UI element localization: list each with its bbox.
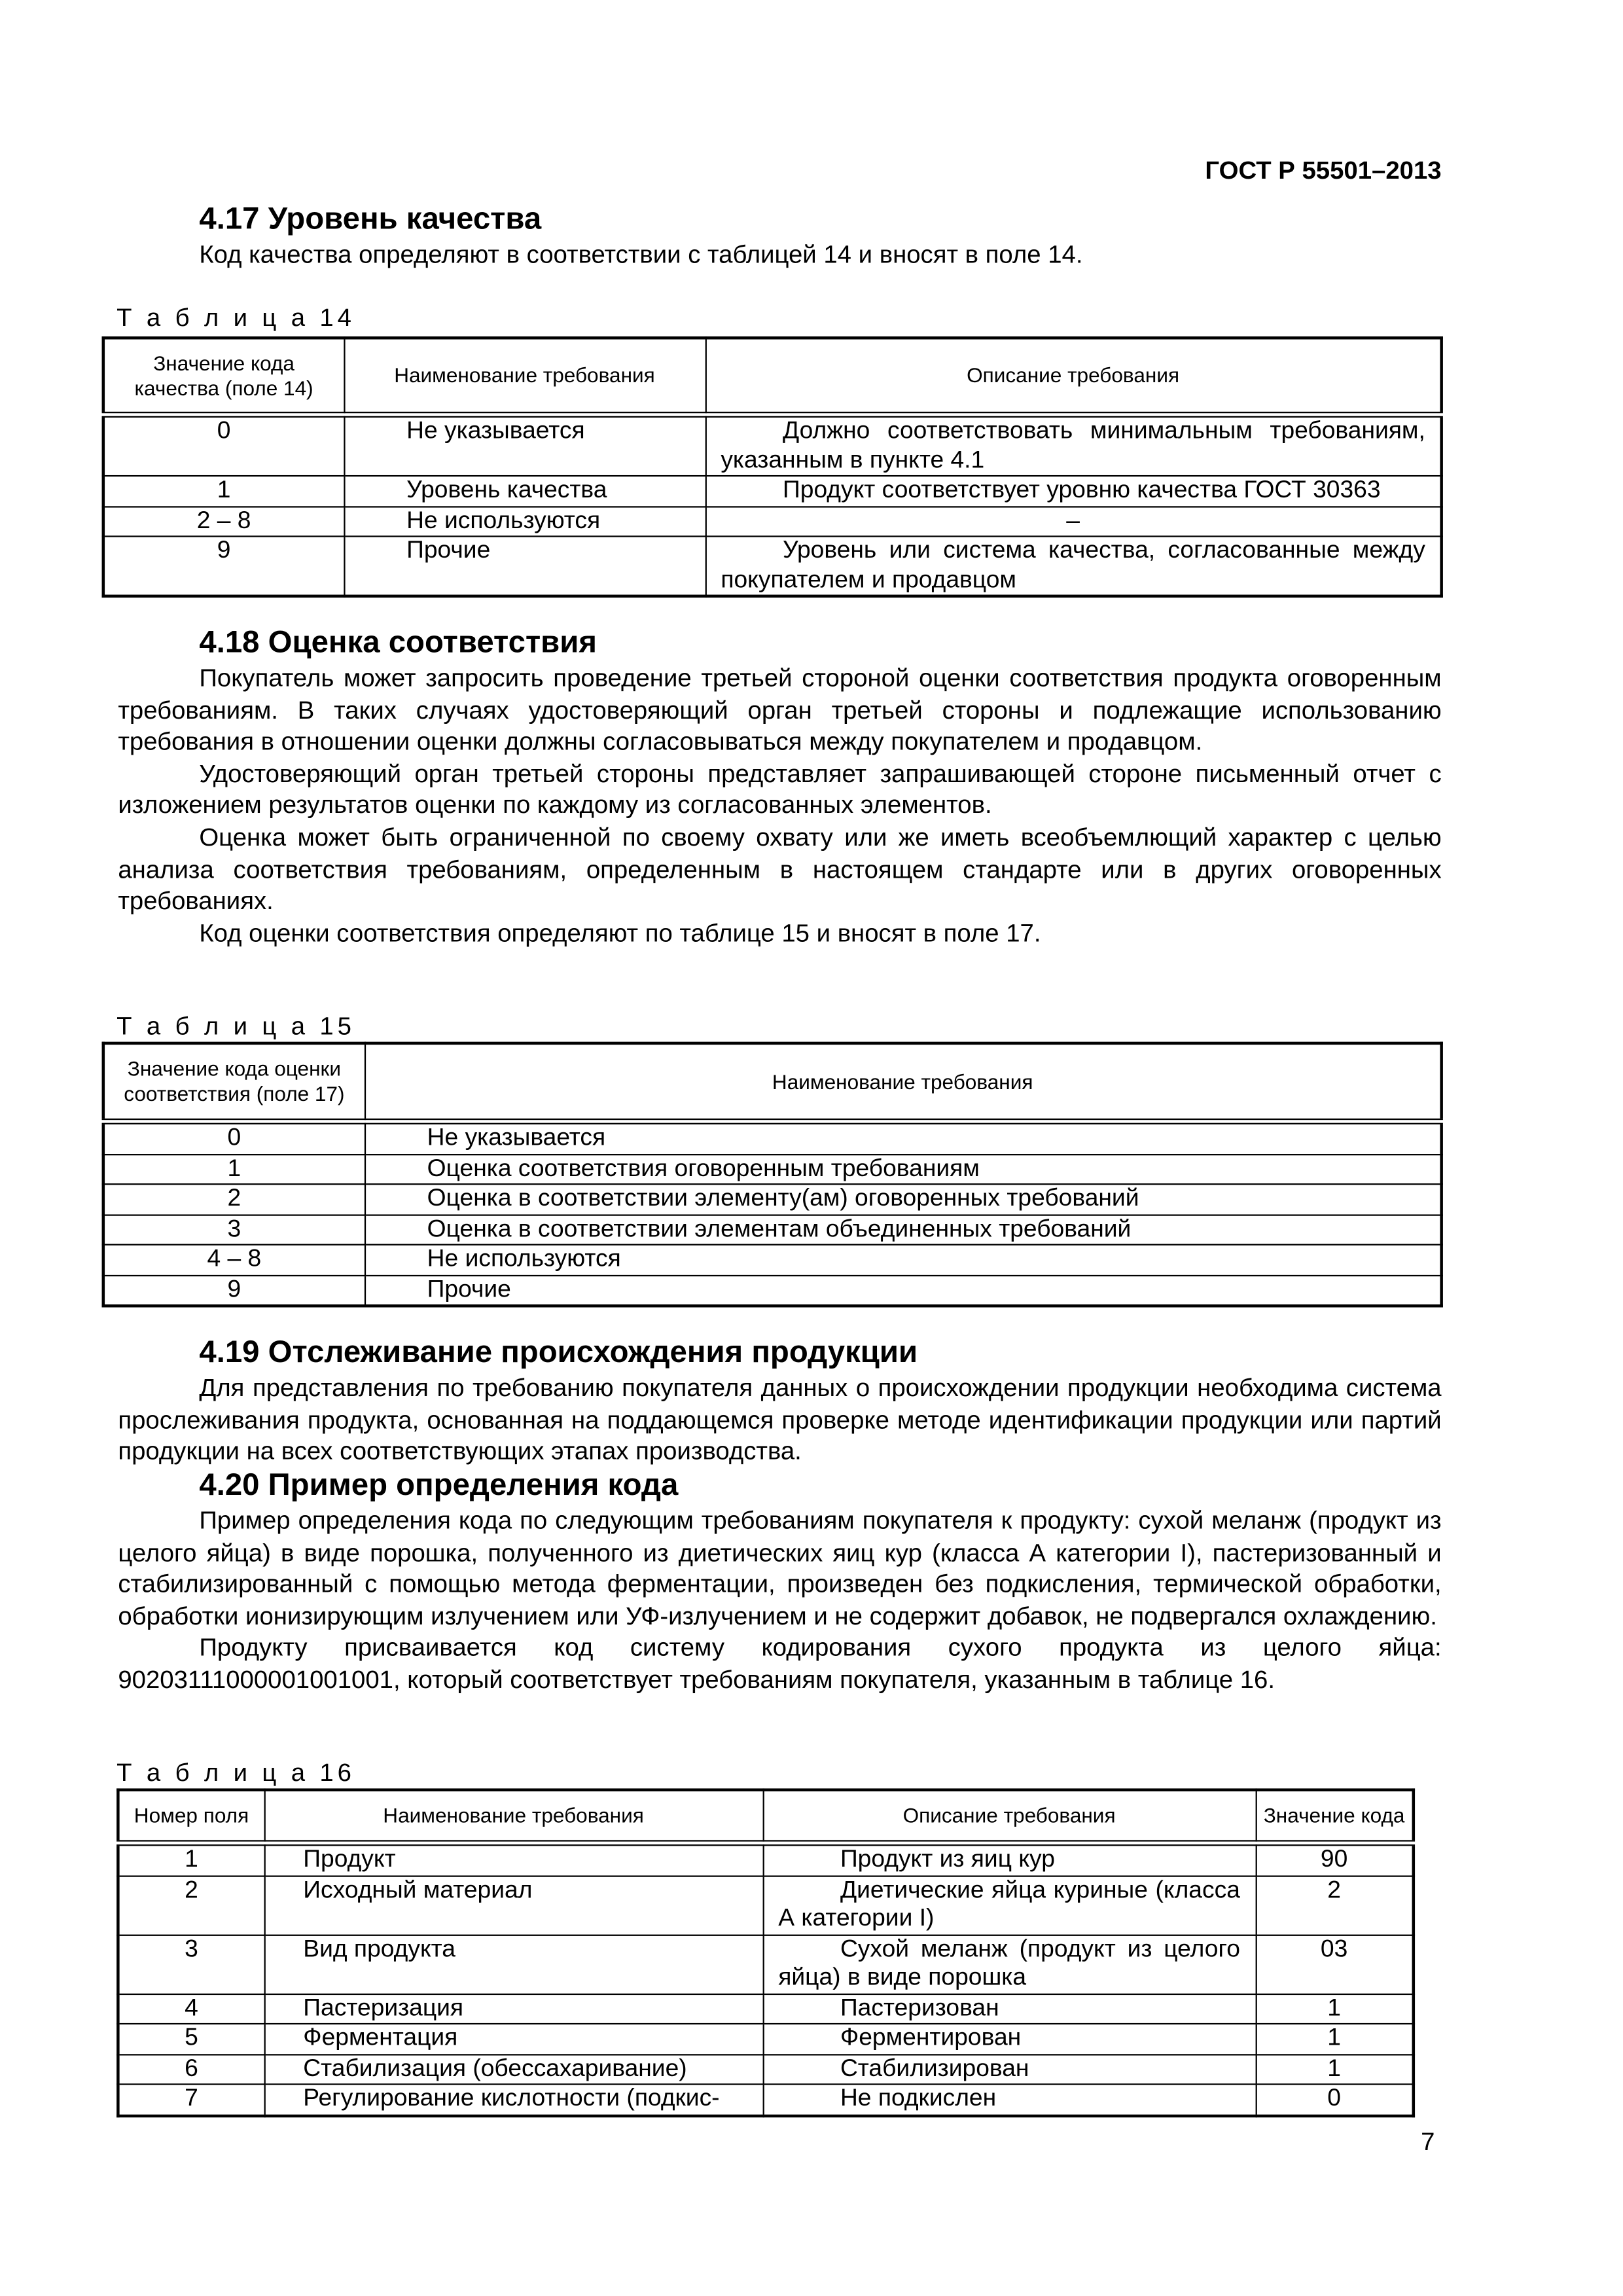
table-row — [103, 1121, 1442, 1154]
cell: 1 — [103, 476, 344, 506]
table-row — [103, 537, 1442, 596]
section-4-17-text: Код качества определяют в соответствии с таблицей 14 и вносят в поле 14. — [199, 240, 1083, 269]
cell: Оценка соответствия оговоренным требованиям — [365, 1154, 1442, 1184]
table-row — [103, 476, 1442, 506]
cell: 9 — [103, 537, 344, 596]
cell: Продукт — [264, 1843, 763, 1876]
table-row — [118, 1843, 1413, 1876]
cell: Диетические яйца куриные (класса А категории I) — [763, 1875, 1256, 1934]
cell: 7 — [118, 2084, 264, 2115]
table-15-label: Т а б л и ц а 15 — [116, 1012, 355, 1041]
table-header: Значение кода — [1256, 1790, 1414, 1843]
cell: Продукт из яиц кур — [763, 1843, 1256, 1876]
cell: 0 — [103, 1121, 365, 1154]
cell: Прочие — [365, 1275, 1442, 1306]
cell: 1 — [1256, 2024, 1414, 2054]
cell: Пастеризован — [763, 1994, 1256, 2024]
cell: Ферментирован — [763, 2024, 1256, 2054]
cell: Ферментация — [264, 2024, 763, 2054]
cell: Стабилизация (обессахаривание) — [264, 2054, 763, 2084]
cell: 3 — [118, 1935, 264, 1994]
cell: Уровень или система качества, согласованные между покупателем и продавцом — [705, 537, 1442, 596]
cell: 5 — [118, 2024, 264, 2054]
cell: Исходный материал — [264, 1875, 763, 1934]
cell: Оценка в соответствии элементам объединенных требований — [365, 1214, 1442, 1244]
section-4-18-body — [118, 662, 1441, 949]
cell: 03 — [1256, 1935, 1414, 1994]
table-row — [118, 2084, 1413, 2115]
cell: 1 — [1256, 2054, 1414, 2084]
cell: Вид продукта — [264, 1935, 763, 1994]
table-row — [103, 1214, 1442, 1244]
table-16-label: Т а б л и ц а 16 — [116, 1759, 355, 1787]
cell: Оценка в соответствии элементу(ам) оговоренных требований — [365, 1184, 1442, 1214]
cell: Уровень качества — [344, 476, 705, 506]
cell: 2 — [103, 1184, 365, 1214]
document-header: ГОСТ Р 55501–2013 — [1205, 156, 1442, 185]
paragraph: Для представления по требованию покупателя данных о происхождении продукции необходима система прослеживания продукта, основанная на поддающемся проверке методе идентификации продукции или партий продукции на всех соответствующих этапах производства. — [118, 1373, 1442, 1466]
table-row — [118, 2024, 1413, 2054]
table-header: Наименование требования — [344, 338, 705, 414]
cell: – — [705, 506, 1442, 536]
paragraph: Покупатель может запросить проведение третьей стороной оценки соответствия продукта оговоренным требованиям. В таких случаях удостоверяющий орган третьей стороны и подлежащие использованию требования в отношении оценки должны согласовываться между покупателем и продавцом. — [118, 664, 1442, 756]
cell: Прочие — [344, 537, 705, 596]
page-number: 7 — [1421, 2127, 1435, 2156]
cell: Не используются — [344, 506, 705, 536]
table-row — [103, 1275, 1442, 1306]
table-15 — [102, 1042, 1443, 1308]
table-header: Наименование требования — [264, 1790, 763, 1843]
cell: Стабилизирован — [763, 2054, 1256, 2084]
table-row — [103, 1184, 1442, 1214]
table-header: Значение кода качества (поле 14) — [103, 338, 344, 414]
table-row — [103, 415, 1442, 476]
table-row — [118, 1935, 1413, 1994]
cell: 0 — [103, 415, 344, 476]
table-row — [118, 2054, 1413, 2084]
paragraph: Пример определения кода по следующим требованиям покупателя к продукту: сухой меланж (продукт из целого яйца) в виде порошка, полученного из диетических яиц кур (класса А категории I), пастеризованный и стабилизированный с помощью метода ферментации, произведен без подкисления, термической обработки, обработки ионизирующим излучением или УФ-излучением и не содержит добавок, не подвергался охлаждению. — [118, 1506, 1442, 1630]
cell: Не используются — [365, 1245, 1442, 1275]
cell: 2 — [1256, 1875, 1414, 1934]
cell: Должно соответствовать минимальным требованиям, указанным в пункте 4.1 — [705, 415, 1442, 476]
cell: 2 – 8 — [103, 506, 344, 536]
table-header: Значение кода оценки соответствия (поле 17) — [103, 1043, 365, 1121]
cell: 6 — [118, 2054, 264, 2084]
cell: 4 – 8 — [103, 1245, 365, 1275]
section-4-20-body — [118, 1505, 1441, 1696]
section-4-20-title: 4.20 Пример определения кода — [199, 1468, 679, 1503]
table-header: Номер поля — [118, 1790, 264, 1843]
cell: Не указывается — [344, 415, 705, 476]
cell: Продукт соответствует уровню качества ГОСТ 30363 — [705, 476, 1442, 506]
paragraph: Продукту присваивается код систему кодирования сухого продукта из целого яйца: 90203111000001001001, который соответствует требованиям покупателя, указанным в таблице 16. — [118, 1634, 1442, 1695]
cell: 0 — [1256, 2084, 1414, 2115]
cell: 2 — [118, 1875, 264, 1934]
section-4-17-title: 4.17 Уровень качества — [199, 202, 542, 236]
table-16 — [116, 1788, 1415, 2117]
cell: 1 — [118, 1843, 264, 1876]
section-4-19-title: 4.19 Отслеживание происхождения продукции — [199, 1335, 918, 1370]
table-header: Описание требования — [763, 1790, 1256, 1843]
table-header: Описание требования — [705, 338, 1442, 414]
cell: 1 — [103, 1154, 365, 1184]
cell: 4 — [118, 1994, 264, 2024]
table-row — [103, 1154, 1442, 1184]
section-4-19-body — [118, 1372, 1441, 1468]
table-14-label: Т а б л и ц а 14 — [116, 304, 355, 332]
cell: 90 — [1256, 1843, 1414, 1876]
cell: Регулирование кислотности (подкис- — [264, 2084, 763, 2115]
section-4-18-title: 4.18 Оценка соответствия — [199, 625, 597, 660]
paragraph: Удостоверяющий орган третьей стороны представляет запрашивающей стороне письменный отчет с изложением результатов оценки по каждому из согласованных элементов. — [118, 759, 1442, 820]
cell: Не подкислен — [763, 2084, 1256, 2115]
paragraph: Код оценки соответствия определяют по таблице 15 и вносят в поле 17. — [199, 918, 1041, 947]
cell: Не указывается — [365, 1121, 1442, 1154]
cell: 9 — [103, 1275, 365, 1306]
cell: Сухой меланж (продукт из целого яйца) в виде порошка — [763, 1935, 1256, 1994]
table-header: Наименование требования — [365, 1043, 1442, 1121]
table-row — [118, 1875, 1413, 1934]
table-row — [103, 506, 1442, 536]
table-14 — [102, 336, 1443, 598]
cell: 1 — [1256, 1994, 1414, 2024]
table-row — [103, 1245, 1442, 1275]
table-row — [118, 1994, 1413, 2024]
paragraph: Оценка может быть ограниченной по своему охвату или же иметь всеобъемлющий характер с целью анализа соответствия требованиям, определенным в настоящем стандарте или в других оговоренных требованиях. — [118, 823, 1442, 916]
cell: Пастеризация — [264, 1994, 763, 2024]
cell: 3 — [103, 1214, 365, 1244]
